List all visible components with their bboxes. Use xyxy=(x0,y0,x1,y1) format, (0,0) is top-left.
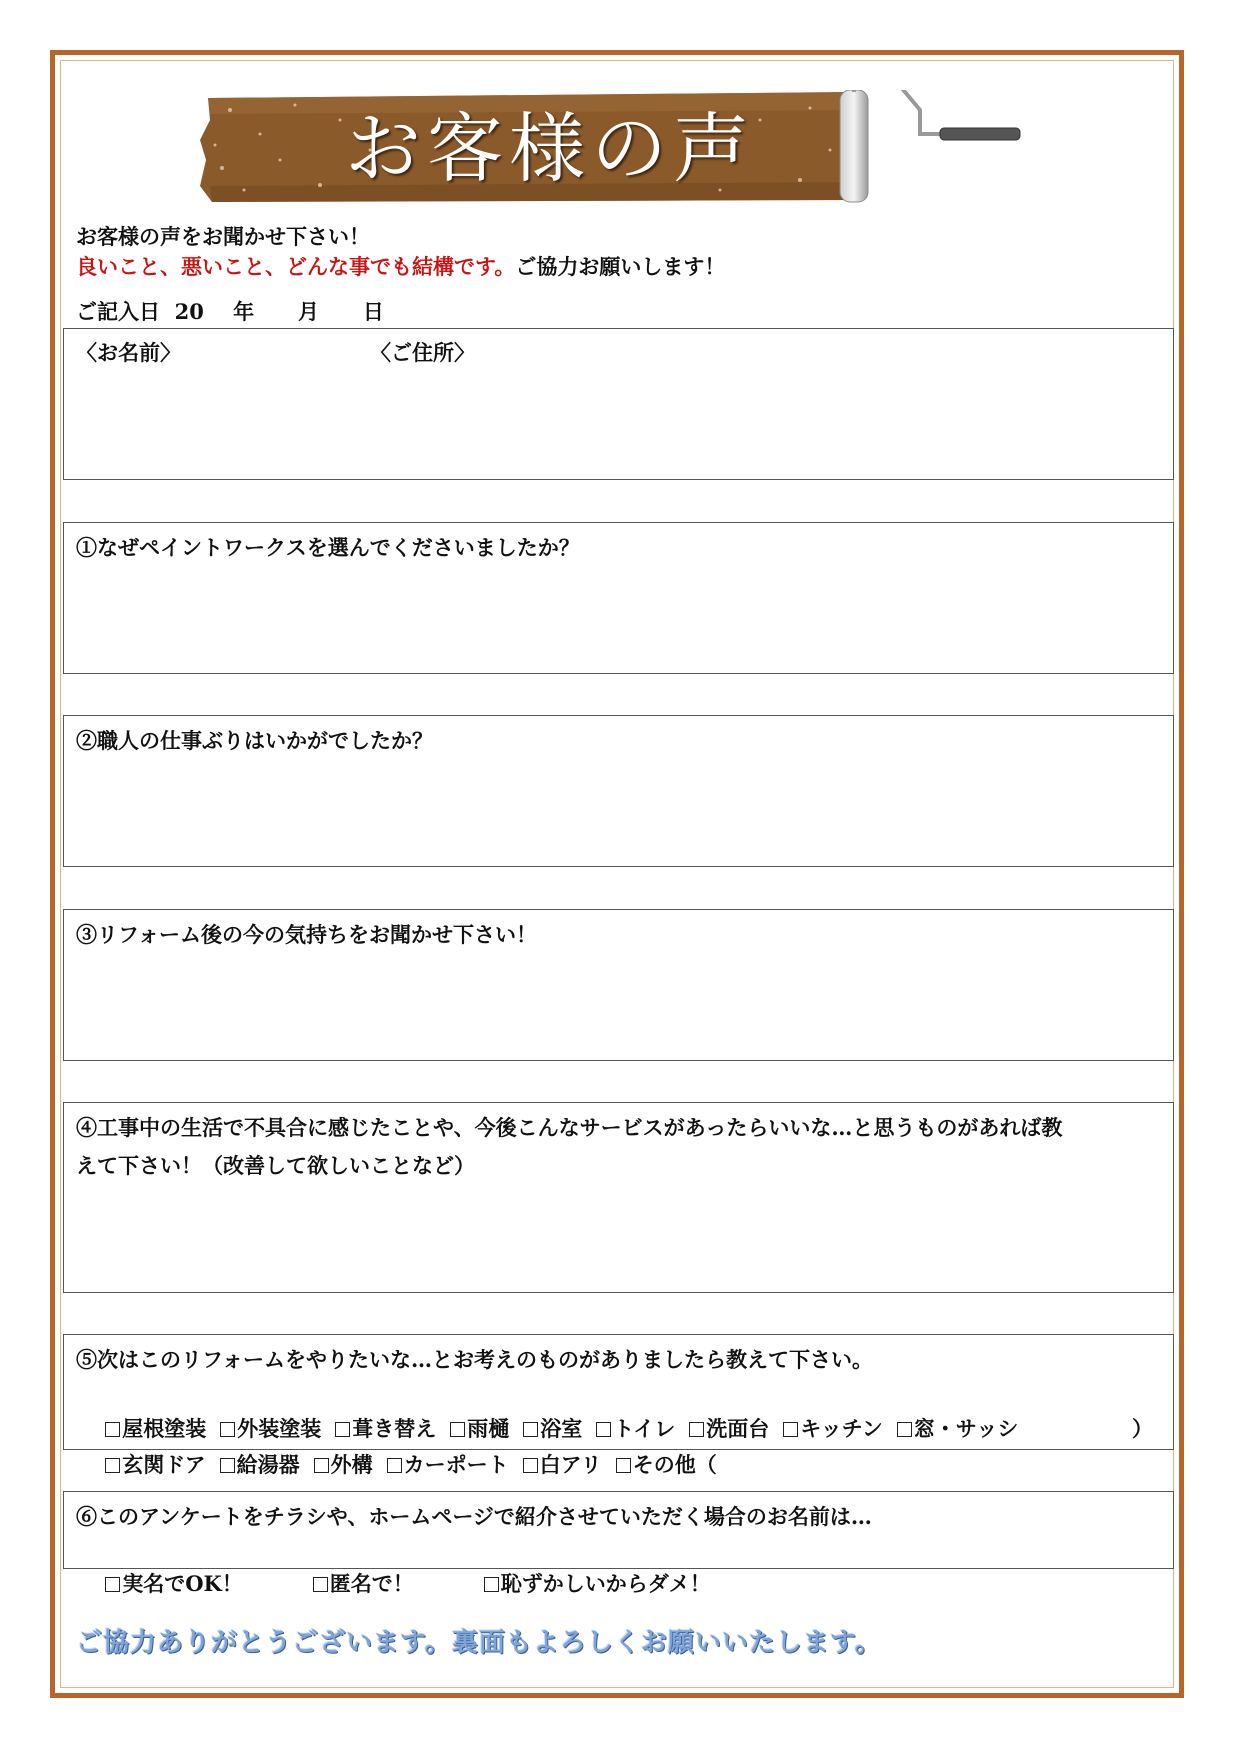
q5-option[interactable]: トイレ xyxy=(596,1411,675,1447)
banner-title: お客様の声 xyxy=(345,104,755,193)
q5-box xyxy=(63,1334,1174,1477)
q4-line1: ④工事中の生活で不具合に感じたことや、今後こんなサービスがあったらいいな…と思うものがあれば教 xyxy=(76,1115,1063,1140)
q6-option[interactable]: 恥ずかしいからダメ！ xyxy=(484,1566,711,1602)
q5-option[interactable]: 玄関ドア xyxy=(105,1447,205,1483)
date-day: 日 xyxy=(362,299,384,324)
date-row xyxy=(76,296,384,326)
checkbox[interactable] xyxy=(387,1458,402,1473)
q1-text: ①なぜペイントワークスを選んでくださいましたか？ xyxy=(76,535,580,560)
intro-line1: お客様の声をお聞かせ下さい！ xyxy=(76,224,370,249)
checkbox[interactable] xyxy=(783,1422,798,1437)
q4-box[interactable] xyxy=(63,1102,1174,1293)
q5-option[interactable]: 給湯器 xyxy=(220,1447,300,1483)
q5-option[interactable]: 浴室 xyxy=(523,1411,582,1447)
checkbox[interactable] xyxy=(616,1458,631,1473)
q5-option[interactable]: 白アリ xyxy=(523,1447,602,1483)
q5-option[interactable]: 外構 xyxy=(314,1447,373,1483)
q5-option-other[interactable]: その他（ xyxy=(616,1447,717,1483)
q5-option[interactable]: 外装塗装 xyxy=(220,1411,321,1447)
q2-box[interactable] xyxy=(63,715,1174,867)
q5-option[interactable]: 葺き替え xyxy=(335,1411,436,1447)
name-label: 〈お名前〉 xyxy=(76,340,181,365)
q6-option[interactable]: 匿名で！ xyxy=(313,1566,414,1602)
q6-option[interactable]: 実名でOK！ xyxy=(105,1566,243,1602)
q5-other-close: ） xyxy=(1132,1416,1153,1441)
date-month: 月 xyxy=(297,299,319,324)
date-year-prefix: 20 xyxy=(174,299,204,324)
q5-option[interactable]: 雨樋 xyxy=(450,1411,509,1447)
q6-box xyxy=(63,1491,1174,1596)
q5-text: ⑤次はこのリフォームをやりたいな…とお考えのものがありましたら教えて下さい。 xyxy=(76,1347,873,1372)
checkbox[interactable] xyxy=(105,1458,120,1473)
thanks-message: ご協力ありがとうございます。裏面もよろしくお願いいたします。 xyxy=(76,1628,882,1658)
q5-option[interactable]: キッチン xyxy=(783,1411,883,1447)
q4-line2: えて下さい！（改善して欲しいことなど） xyxy=(76,1153,475,1178)
q5-option[interactable]: 屋根塗装 xyxy=(105,1411,206,1447)
date-year: 年 xyxy=(233,299,255,324)
intro-line2-black: ご協力お願いします！ xyxy=(515,254,726,279)
address-label: 〈ご住所〉 xyxy=(370,340,475,365)
q5-option[interactable]: 窓・サッシ xyxy=(897,1411,1019,1447)
intro-line2-red: 良いこと、悪いこと、どんな事でも結構です。 xyxy=(76,254,516,279)
q5-option[interactable]: 洗面台 xyxy=(689,1411,769,1447)
checkbox[interactable] xyxy=(897,1422,912,1437)
checkbox[interactable] xyxy=(220,1458,235,1473)
name-address-box[interactable] xyxy=(63,328,1174,480)
intro-text xyxy=(76,222,725,282)
q4-text xyxy=(76,1109,1062,1185)
q5-option[interactable]: カーポート xyxy=(387,1447,509,1483)
intro-line2 xyxy=(76,252,725,282)
q1-box[interactable] xyxy=(63,522,1174,674)
checkbox[interactable] xyxy=(105,1577,120,1592)
checkbox[interactable] xyxy=(313,1577,328,1592)
date-label: ご記入日 xyxy=(76,299,160,324)
q3-box[interactable] xyxy=(63,909,1174,1061)
title-banner xyxy=(200,90,1030,205)
checkbox[interactable] xyxy=(523,1458,538,1473)
q3-text: ③リフォーム後の今の気持ちをお聞かせ下さい！ xyxy=(76,922,537,947)
q6-text: ⑥このアンケートをチラシや、ホームページで紹介させていただく場合のお名前は… xyxy=(76,1504,872,1529)
checkbox[interactable] xyxy=(484,1577,499,1592)
checkbox[interactable] xyxy=(314,1458,329,1473)
q2-text: ②職人の仕事ぶりはいかがでしたか？ xyxy=(76,728,433,753)
